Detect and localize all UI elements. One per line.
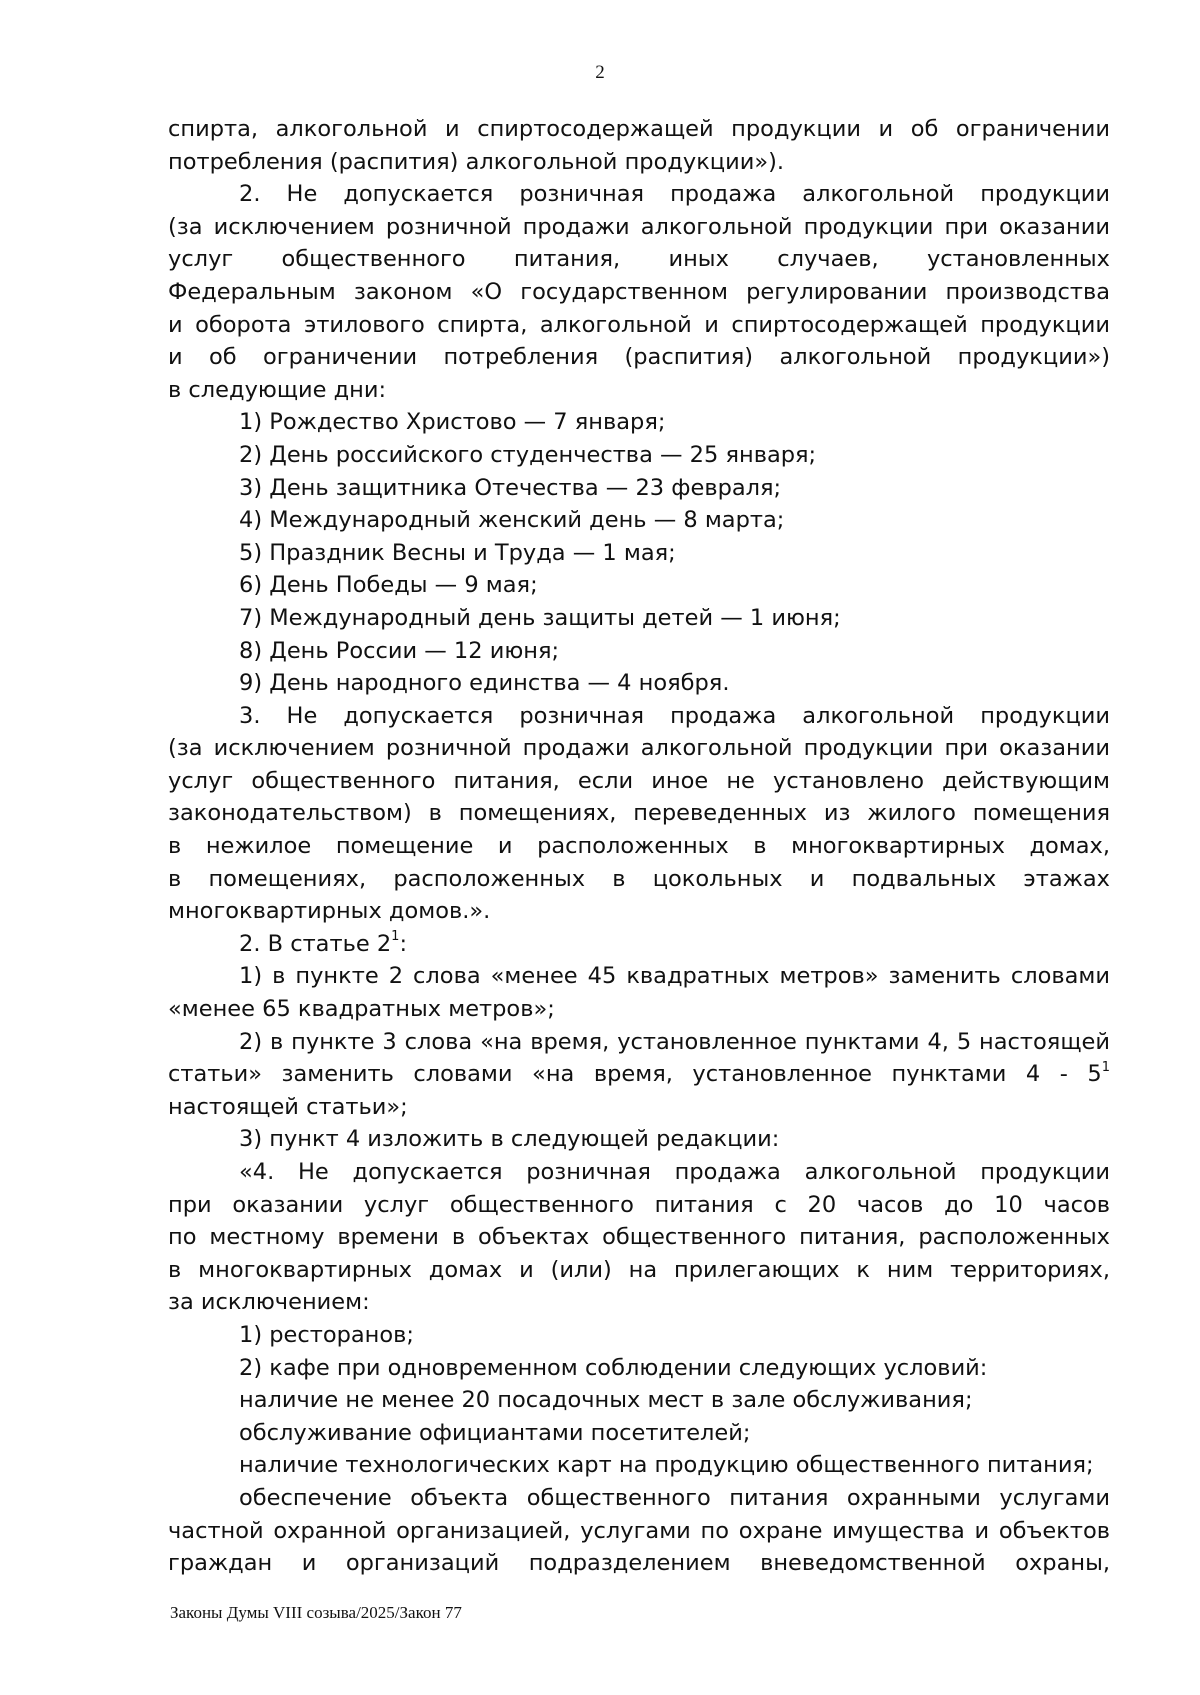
list-item: 3) День защитника Отечества — 23 февраля;: [239, 474, 782, 501]
text-fragment: статьи» заменить словами «на время, установленное пунктами 4 - 5: [168, 1061, 1102, 1088]
text-line: обеспечение объекта общественного питания охранными услугами: [239, 1484, 1110, 1511]
text-line: и об ограничении потребления (распития) алкогольной продукции»): [168, 344, 1110, 371]
list-item: наличие технологических карт на продукцию общественного питания;: [239, 1452, 1094, 1479]
list-item: 1) Рождество Христово — 7 января;: [239, 409, 666, 436]
list-item: 4) Международный женский день — 8 марта;: [239, 507, 785, 534]
item-3-paragraph: [168, 700, 1110, 928]
text-line: граждан и организаций подразделением вневедомственной охраны,: [168, 1550, 1110, 1577]
article-heading-colon: :: [399, 930, 408, 957]
text-line: 2) в пункте 3 слова «на время, установленное пунктами 4, 5 настоящей: [239, 1028, 1110, 1055]
continuation-paragraph: [168, 113, 1110, 178]
list-item: обслуживание официантами посетителей;: [239, 1419, 751, 1446]
superscript: 1: [1101, 1059, 1110, 1075]
sub-1-paragraph: [168, 960, 1110, 1025]
text-line: 2. Не допускается розничная продажа алкогольной продукции: [239, 181, 1110, 208]
text-line: по местному времени в объектах общественного питания, расположенных: [168, 1224, 1110, 1251]
sub-3-line: 3) пункт 4 изложить в следующей редакции:: [239, 1126, 780, 1153]
text-line: 1) в пункте 2 слова «менее 45 квадратных метров» заменить словами: [239, 963, 1110, 990]
holiday-list: [168, 406, 1110, 699]
document-body: [168, 113, 1110, 1580]
list-item: 6) День Победы — 9 мая;: [239, 572, 538, 599]
sub-2-paragraph: [168, 1026, 1110, 1124]
footer-reference: Законы Думы VIII созыва/2025/Закон 77: [170, 1603, 462, 1622]
text-line: спирта, алкогольной и спиртосодержащей продукции и об ограничении: [168, 116, 1110, 142]
text-line: частной охранной организацией, услугами по охране имущества и объектов: [168, 1517, 1110, 1544]
list-item: 2) кафе при одновременном соблюдении следующих условий:: [239, 1354, 988, 1381]
text-line: (за исключением розничной продажи алкогольной продукции при оказании: [168, 735, 1110, 762]
text-line: и оборота этилового спирта, алкогольной и спиртосодержащей продукции: [168, 311, 1110, 338]
text-line: (за исключением розничной продажи алкогольной продукции при оказании: [168, 213, 1110, 240]
text-line: в помещениях, расположенных в цокольных и подвальных этажах: [168, 865, 1110, 892]
list-item: наличие не менее 20 посадочных мест в зале обслуживания;: [239, 1387, 973, 1414]
text-line: [168, 1058, 1110, 1091]
list-item: 2) День российского студенчества — 25 января;: [239, 441, 817, 468]
text-line: «4. Не допускается розничная продажа алкогольной продукции: [239, 1159, 1110, 1185]
list-item: 1) ресторанов;: [239, 1321, 415, 1348]
exception-list: [168, 1319, 1110, 1482]
item-2-paragraph: [168, 178, 1110, 406]
text-line: потребления (распития) алкогольной продукции»).: [168, 148, 785, 175]
text-line: при оказании услуг общественного питания с 20 часов до 10 часов: [168, 1191, 1110, 1218]
text-line: 3. Не допускается розничная продажа алкогольной продукции: [239, 702, 1110, 729]
page-number: 2: [595, 62, 605, 83]
text-line: законодательством) в помещениях, переведенных из жилого помещения: [168, 800, 1110, 827]
list-item: 9) День народного единства — 4 ноября.: [239, 670, 730, 697]
text-line: в следующие дни:: [168, 376, 387, 403]
article-heading: [168, 928, 1110, 961]
security-paragraph: [168, 1482, 1110, 1580]
text-line: настоящей статьи»;: [168, 1093, 408, 1120]
text-line: услуг общественного питания, если иное не установлено действующим: [168, 767, 1110, 794]
point-4-paragraph: [168, 1156, 1110, 1319]
text-line: «менее 65 квадратных метров»;: [168, 996, 555, 1023]
list-item: 5) Праздник Весны и Труда — 1 мая;: [239, 539, 676, 566]
text-line: услуг общественного питания, иных случаев, установленных: [168, 246, 1110, 273]
list-item: 7) Международный день защиты детей — 1 июня;: [239, 604, 841, 631]
text-line: в нежилое помещение и расположенных в многоквартирных домах,: [168, 833, 1110, 860]
text-line: в многоквартирных домах и (или) на прилегающих к ним территориях,: [168, 1256, 1110, 1283]
list-item: 8) День России — 12 июня;: [239, 637, 560, 664]
text-line: за исключением:: [168, 1289, 370, 1316]
text-line: Федеральным законом «О государственном регулировании производства: [168, 278, 1110, 305]
superscript: 1: [391, 929, 400, 945]
article-heading-text: 2. В статье 2: [239, 930, 392, 957]
text-line: многоквартирных домов.».: [168, 898, 491, 925]
